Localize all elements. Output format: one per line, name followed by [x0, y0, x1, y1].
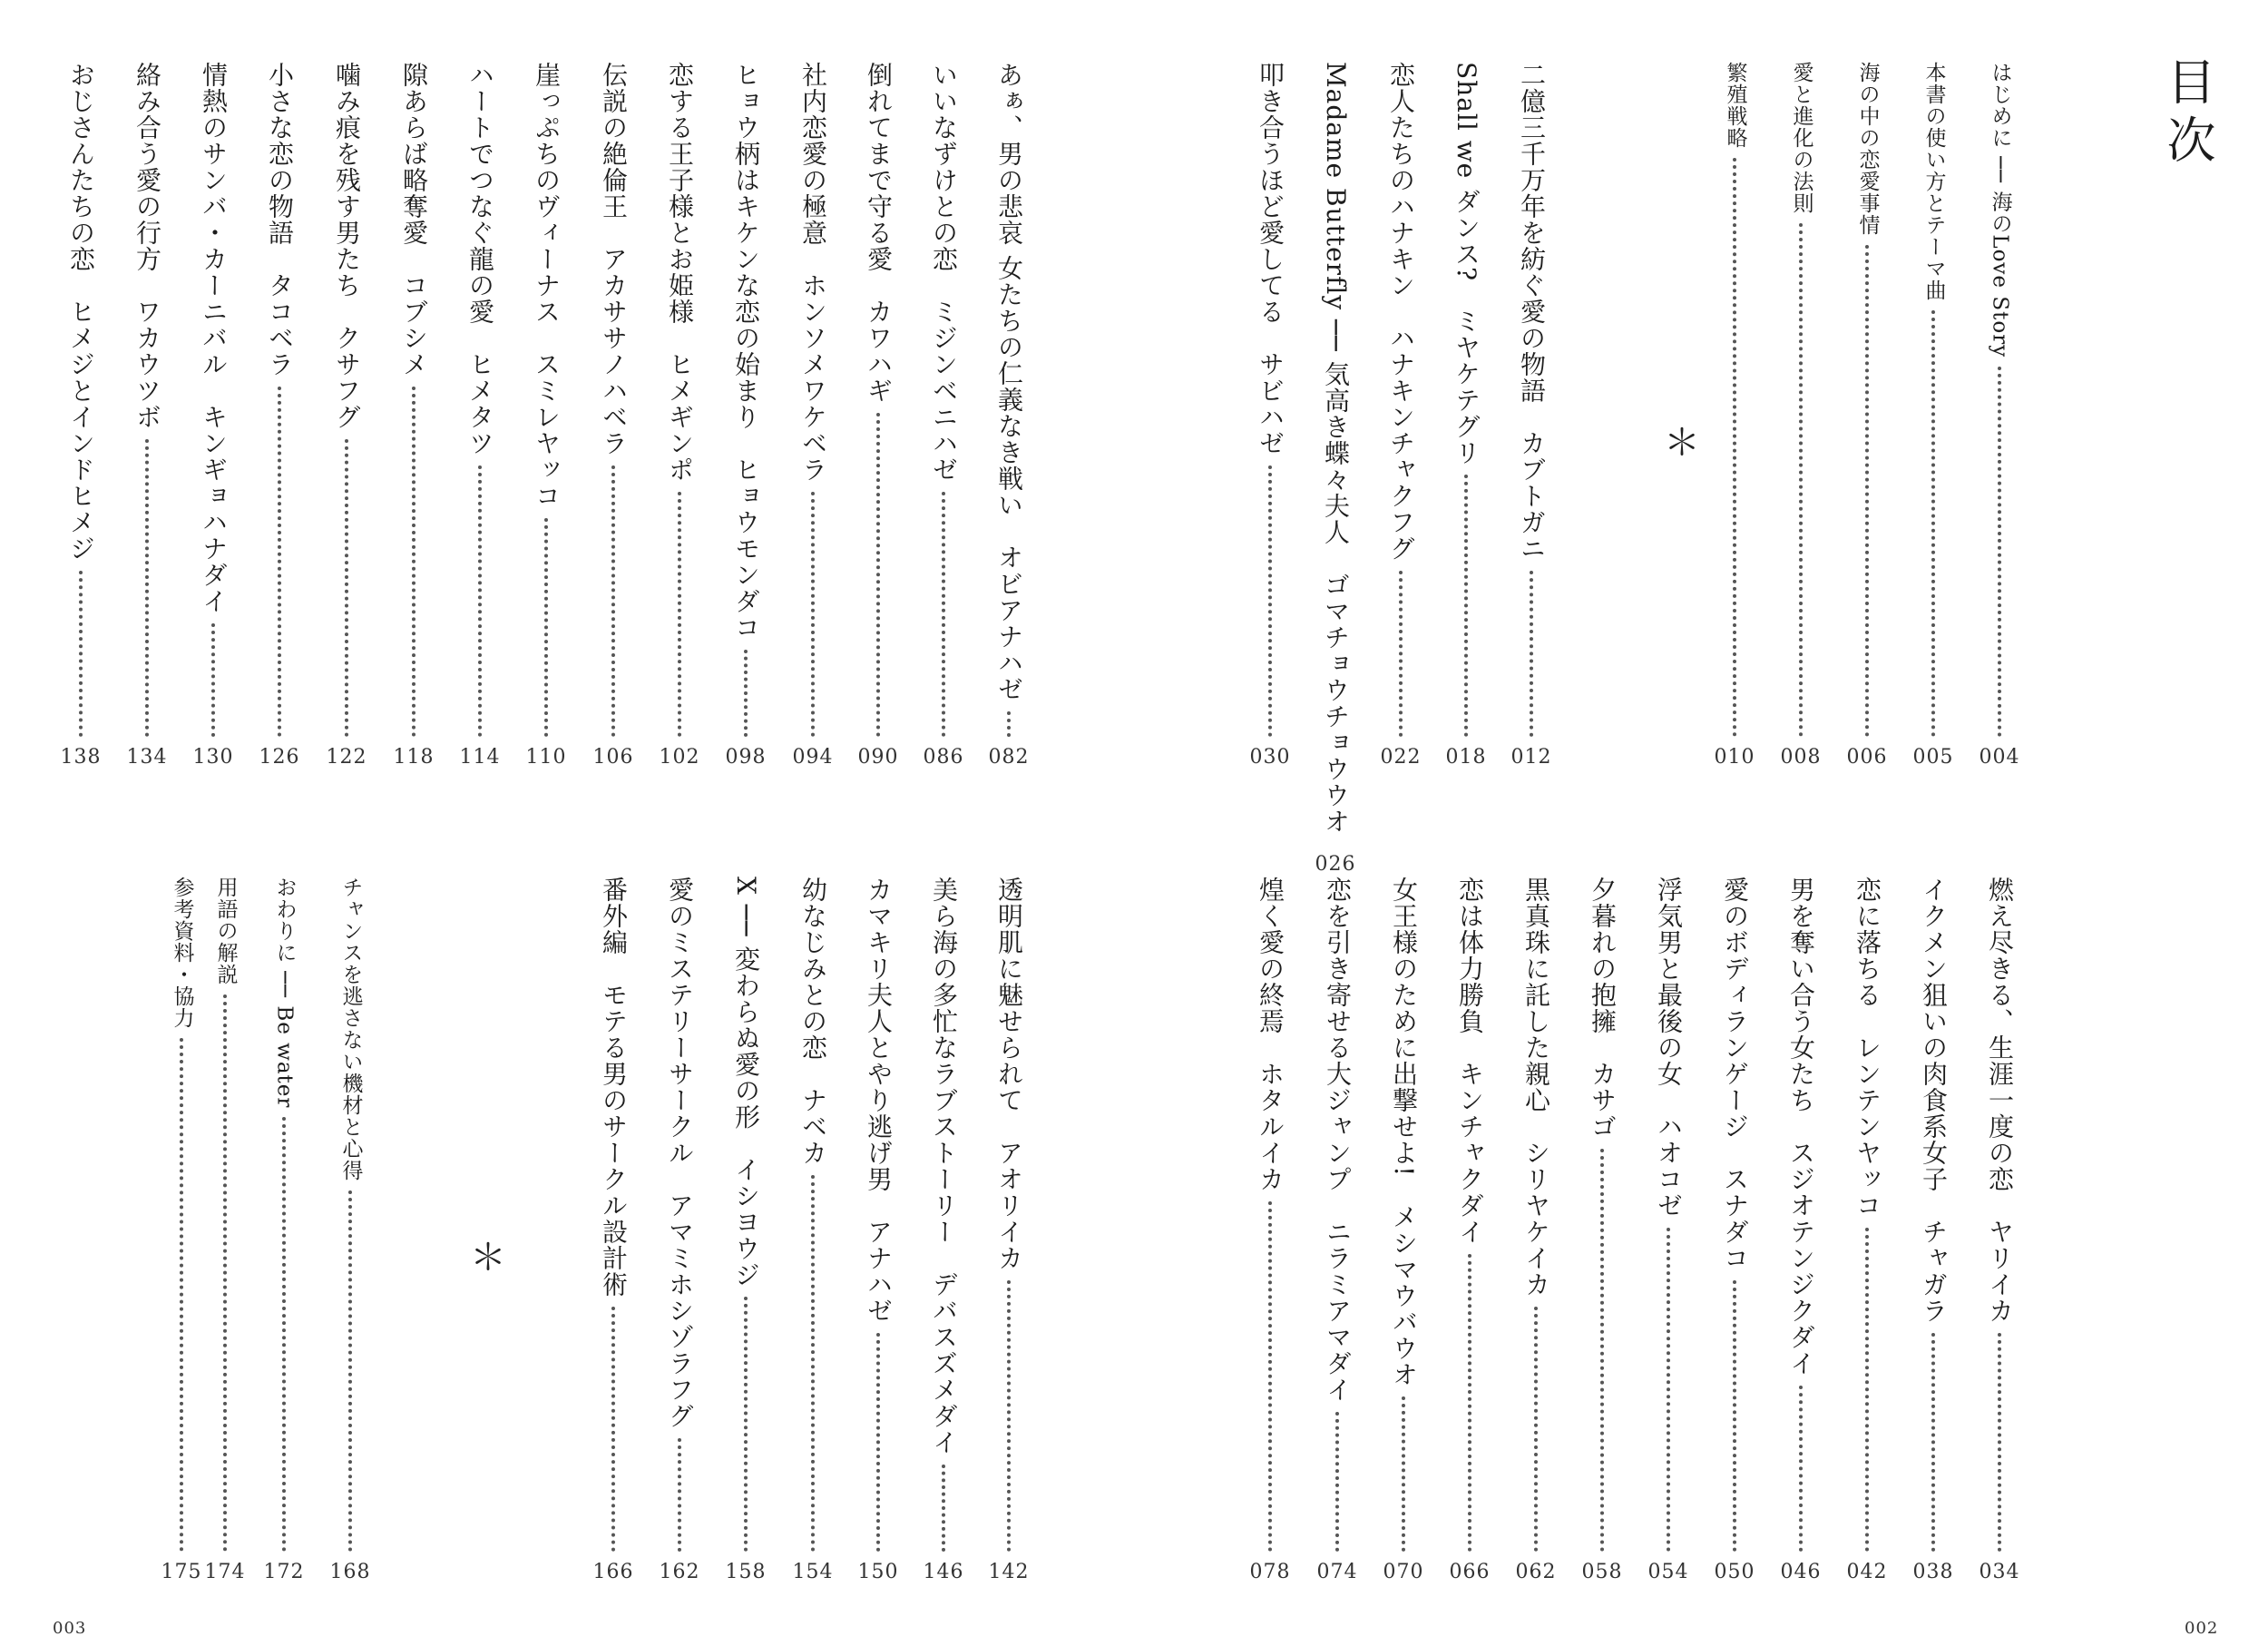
dotted-leader — [942, 492, 945, 737]
dotted-leader — [1335, 1412, 1339, 1552]
dotted-leader — [1733, 1280, 1736, 1552]
toc-entry-title: 浮気男と最後の女 ハオコゼ — [1654, 877, 1684, 1219]
toc-entry-page: 066 — [1449, 1561, 1491, 1583]
title: 目次 — [2159, 56, 2216, 172]
toc-entry-page: 174 — [204, 1561, 246, 1583]
toc-entry-title: 崖っぷちのヴィーナス スミレヤッコ — [532, 62, 562, 509]
toc-entry-page: 005 — [1912, 746, 1954, 769]
toc-entry-page: 122 — [326, 746, 367, 769]
toc-entry-page: 004 — [1979, 746, 2020, 769]
toc-entry-title: あぁ、男の悲哀 女たちの仁義なき戦い オビアナハゼ — [994, 62, 1024, 702]
dotted-leader — [611, 1307, 615, 1552]
toc-entry[interactable] — [386, 62, 441, 768]
toc-entry[interactable] — [1840, 62, 1894, 768]
toc-entry-title: 伝説の絶倫王 アカササノハベラ — [599, 62, 629, 456]
toc-entry-page: 158 — [725, 1561, 767, 1583]
toc-entry[interactable] — [1641, 877, 1696, 1582]
toc-entry-title: ハートでつなぐ龍の愛 ヒメタツ — [465, 62, 495, 456]
dotted-leader — [1007, 1280, 1011, 1552]
toc-entry[interactable] — [1310, 877, 1364, 1582]
toc-entry[interactable] — [719, 877, 773, 1582]
toc-entry-page: 022 — [1380, 746, 1422, 769]
dotted-leader — [1399, 571, 1403, 737]
toc-entry-title: 参考資料・協力 — [170, 877, 194, 1029]
toc-entry-page: 094 — [792, 746, 834, 769]
toc-entry-title: 小さな恋の物語 タコベラ — [265, 62, 295, 377]
toc-entry-page: 166 — [592, 1561, 634, 1583]
toc-entry-title: 愛のボディランゲージ スナダコ — [1720, 877, 1750, 1271]
toc-entry[interactable] — [1972, 62, 2027, 768]
toc-entry[interactable] — [586, 62, 640, 768]
toc-entry-title: 海の中の恋愛事情 — [1855, 62, 1880, 236]
toc-entry-page: 054 — [1647, 1561, 1689, 1583]
toc-entry-page: 050 — [1714, 1561, 1755, 1583]
dotted-leader — [348, 1190, 352, 1552]
toc-entry[interactable] — [982, 877, 1036, 1582]
toc-entry[interactable] — [982, 62, 1036, 768]
toc-entry-page: 038 — [1912, 1561, 1954, 1583]
dotted-leader — [811, 492, 815, 737]
toc-entry-title: いいなずけとの恋 ミジンベニハゼ — [929, 62, 959, 483]
toc-entry-title: チャンスを逃さない機材と心得 — [338, 877, 363, 1181]
dotted-leader — [478, 465, 482, 737]
toc-entry-page: 162 — [659, 1561, 700, 1583]
dotted-leader — [1799, 223, 1803, 737]
dotted-leader — [345, 439, 348, 737]
dotted-leader — [811, 1175, 815, 1552]
toc-entry-title: 煌く愛の終焉 ホタルイカ — [1256, 877, 1286, 1192]
dotted-leader — [1534, 1307, 1538, 1552]
dotted-leader — [145, 439, 149, 737]
dotted-leader — [678, 492, 681, 737]
toc-entry[interactable] — [1442, 877, 1497, 1582]
toc-entry-title: 夕暮れの抱擁 カサゴ — [1588, 877, 1618, 1140]
toc-entry[interactable] — [1840, 877, 1894, 1582]
toc-entry-title: 美ら海の多忙なラブストーリー デバスズメダイ — [929, 877, 959, 1455]
dotted-leader — [1931, 310, 1935, 737]
toc-entry-title: 女王様のために出撃せよ! メシマウバウオ — [1389, 877, 1419, 1388]
toc-entry-page: 142 — [988, 1561, 1030, 1583]
toc-entry-title: 透明肌に魅せられて アオリイカ — [994, 877, 1024, 1271]
toc-entry-page: 114 — [459, 746, 501, 769]
toc-entry-title: 繁殖戦略 — [1723, 62, 1747, 149]
toc-entry-title: 幼なじみとの恋 ナベカ — [798, 877, 828, 1166]
toc-entry-page: 110 — [525, 746, 567, 769]
toc-entry-title: 番外編 モテる男のサークル設計術 — [599, 877, 629, 1298]
toc-entry-page: 138 — [60, 746, 102, 769]
toc-entry[interactable] — [186, 62, 240, 768]
toc-entry-page: 098 — [725, 746, 767, 769]
toc-entry-title: 用語の解説 — [213, 877, 238, 985]
toc-entry-page: 012 — [1510, 746, 1552, 769]
toc-entry-page: 010 — [1714, 746, 1755, 769]
toc-entry[interactable] — [1972, 877, 2027, 1582]
dotted-leader — [942, 1465, 945, 1552]
toc-entry-title: はじめに ── 海のLove Story — [1988, 62, 2012, 358]
toc-entry-title: イクメン狙いの肉食系女子 チャガラ — [1919, 877, 1949, 1324]
toc-entry-title: おわりに ── Be water — [272, 877, 297, 1109]
toc-entry[interactable] — [1707, 877, 1762, 1582]
dotted-leader — [744, 1297, 748, 1552]
toc-entry-title: 本書の使い方とテーマ曲 — [1921, 62, 1946, 301]
toc-entry-page: 154 — [792, 1561, 834, 1583]
dotted-leader — [180, 1038, 183, 1552]
toc-entry-title: 噛み痕を残す男たち クサフグ — [332, 62, 362, 430]
toc-entry-title: 恋を引き寄せる大ジャンプ ニラミアマダイ — [1323, 877, 1353, 1403]
dotted-leader — [1865, 1228, 1869, 1552]
dotted-leader — [611, 465, 615, 737]
toc-entry[interactable] — [1509, 877, 1563, 1582]
toc-entry[interactable] — [586, 877, 640, 1582]
toc-entry-page: 026 — [1315, 852, 1356, 876]
toc-entry[interactable] — [1374, 62, 1428, 768]
toc-entry-title: おじさんたちの恋 ヒメジとインドヒメジ — [66, 62, 96, 562]
toc-entry[interactable] — [1504, 62, 1559, 768]
toc-entry[interactable] — [652, 62, 707, 768]
toc-entry[interactable] — [1243, 62, 1297, 768]
toc-entry-page: 082 — [988, 746, 1030, 769]
toc-entry-page: 078 — [1249, 1561, 1291, 1583]
toc-entry[interactable] — [319, 62, 374, 768]
dotted-leader — [1733, 158, 1736, 737]
dotted-leader — [1468, 1254, 1471, 1552]
toc-entry[interactable] — [719, 62, 773, 768]
toc-entry-page: 070 — [1383, 1561, 1424, 1583]
toc-entry-title: 絡み合う愛の行方 ワカウツボ — [132, 62, 162, 430]
toc-entry-title: 男を奪い合う女たち スジオテンジクダイ — [1786, 877, 1816, 1377]
toc-entry-title: 愛のミステリーサークル アマミホシゾラフグ — [665, 877, 695, 1429]
toc-entry-page: 006 — [1846, 746, 1888, 769]
toc-entry[interactable] — [1308, 62, 1363, 876]
dotted-leader — [278, 387, 281, 737]
dotted-leader — [1600, 1149, 1604, 1552]
toc-entry[interactable] — [252, 62, 307, 768]
toc-entry-page: 130 — [192, 746, 234, 769]
toc-entry[interactable] — [1774, 62, 1828, 768]
toc-entry-page: 058 — [1581, 1561, 1623, 1583]
dotted-leader — [1799, 1386, 1803, 1552]
toc-entry[interactable] — [851, 877, 905, 1582]
toc-entry[interactable] — [786, 877, 840, 1582]
dotted-leader — [1007, 711, 1011, 737]
toc-entry-title: 倒れてまで守る愛 カワハギ — [864, 62, 894, 404]
toc-entry-page: 034 — [1979, 1561, 2020, 1583]
dotted-leader — [1865, 245, 1869, 737]
dotted-leader — [544, 518, 548, 737]
toc-entry[interactable] — [257, 877, 311, 1582]
toc-entry-page: 146 — [923, 1561, 964, 1583]
toc-entry-title: 叩き合うほど愛してる サビハゼ — [1256, 62, 1286, 456]
folio-left: 003 — [53, 1619, 87, 1638]
toc-entry[interactable] — [851, 62, 905, 768]
toc-entry-title: 愛と進化の法則 — [1789, 62, 1813, 214]
toc-entry-page: 090 — [857, 746, 899, 769]
toc-entry-page: 134 — [126, 746, 168, 769]
dotted-leader — [1998, 367, 2001, 737]
toc-entry[interactable] — [519, 62, 573, 768]
dotted-leader — [211, 623, 215, 737]
dotted-leader — [282, 1117, 286, 1552]
dotted-leader — [79, 571, 83, 737]
section-divider-asterisk-lower: ＊ — [470, 1237, 506, 1279]
toc-entry[interactable] — [916, 877, 971, 1582]
toc-entry[interactable] — [1774, 877, 1828, 1582]
toc-entry-page: 106 — [592, 746, 634, 769]
dotted-leader — [1268, 1201, 1272, 1552]
toc-entry-title: 恋に落ちる レンテンヤッコ — [1853, 877, 1882, 1219]
dotted-leader — [1402, 1396, 1405, 1552]
dotted-leader — [1464, 475, 1468, 737]
toc-entry[interactable] — [916, 62, 971, 768]
toc-entry-title: X ── 変わらぬ愛の形 イシヨウジ — [731, 877, 761, 1288]
dotted-leader — [1998, 1333, 2001, 1552]
toc-entry-page: 074 — [1316, 1561, 1358, 1583]
toc-entry[interactable] — [154, 877, 209, 1582]
dotted-leader — [412, 387, 415, 737]
toc-entry[interactable] — [1243, 877, 1297, 1582]
toc-entry-title: Madame Butterfly ── 気高き蝶々夫人 ゴマチョウチョウウオ — [1321, 62, 1351, 835]
toc-entry-page: 168 — [329, 1561, 371, 1583]
dotted-leader — [678, 1438, 681, 1552]
toc-entry[interactable] — [453, 62, 507, 768]
section-divider-asterisk: ＊ — [1664, 422, 1700, 464]
toc-entry-page: 172 — [263, 1561, 305, 1583]
toc-entry-page: 126 — [259, 746, 300, 769]
toc-entry[interactable] — [1575, 877, 1629, 1582]
dotted-leader — [1931, 1333, 1935, 1552]
toc-entry[interactable] — [1376, 877, 1431, 1582]
toc-entry-title: 恋は体力勝負 キンチャクダイ — [1455, 877, 1485, 1245]
toc-entry[interactable] — [323, 877, 377, 1582]
toc-entry-page: 102 — [659, 746, 700, 769]
toc-entry-page: 175 — [161, 1561, 202, 1583]
toc-entry-title: 二億三千万年を紡ぐ愛の物語 カブトガニ — [1517, 62, 1547, 562]
toc-entry-page: 118 — [393, 746, 435, 769]
dotted-leader — [876, 413, 880, 737]
toc-entry-title: 恋人たちのハナキン ハナキンチャクフグ — [1386, 62, 1416, 562]
toc-entry-page: 062 — [1515, 1561, 1557, 1583]
dotted-leader — [876, 1333, 880, 1552]
toc-entry[interactable] — [652, 877, 707, 1582]
folio-right: 002 — [2185, 1619, 2219, 1638]
toc-entry-page: 008 — [1780, 746, 1822, 769]
toc-entry-page: 046 — [1780, 1561, 1822, 1583]
toc-entry-page: 018 — [1445, 746, 1487, 769]
dotted-leader — [1530, 571, 1533, 737]
toc-entry-title: カマキリ夫人とやり逃げ男 アナハゼ — [864, 877, 894, 1324]
toc-entry-title: 恋する王子様とお姫様 ヒメギンポ — [665, 62, 695, 483]
dotted-leader — [1667, 1228, 1670, 1552]
toc-entry[interactable] — [54, 62, 108, 768]
toc-entry-title: 燃え尽きる、生涯一度の恋 ヤリイカ — [1985, 877, 2015, 1324]
toc-entry[interactable] — [120, 62, 174, 768]
dotted-leader — [744, 650, 748, 737]
toc-entry[interactable] — [1906, 877, 1960, 1582]
toc-entry-title: 情熱のサンバ・カーニバル キンギョハナダイ — [199, 62, 229, 614]
toc-entry-title: 隙あらば略奪愛 コブシメ — [399, 62, 429, 377]
dotted-leader — [223, 994, 227, 1552]
toc-entry[interactable] — [786, 62, 840, 768]
toc-entry-title: Shall we ダンス? ミヤケテグリ — [1452, 62, 1481, 466]
toc-entry-page: 150 — [857, 1561, 899, 1583]
toc-entry[interactable] — [1439, 62, 1493, 768]
toc-entry-page: 086 — [923, 746, 964, 769]
toc-entry-title: ヒョウ柄はキケンな恋の始まり ヒョウモンダコ — [731, 62, 761, 641]
toc-entry[interactable] — [1906, 62, 1960, 768]
toc-entry-title: 社内恋愛の極意 ホンソメワケベラ — [798, 62, 828, 483]
toc-entry[interactable] — [1707, 62, 1762, 768]
toc-entry-page: 042 — [1846, 1561, 1888, 1583]
toc-entry-title: 黒真珠に託した親心 シリヤケイカ — [1521, 877, 1551, 1298]
toc-entry-page: 030 — [1249, 746, 1291, 769]
dotted-leader — [1268, 465, 1272, 737]
